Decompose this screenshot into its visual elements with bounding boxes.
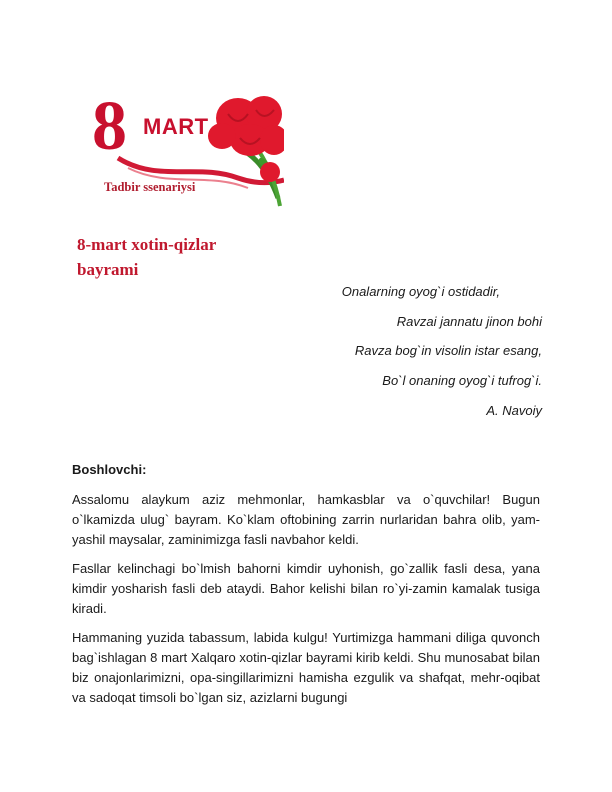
title-line-2: bayrami <box>77 260 139 279</box>
document-title <box>77 232 317 282</box>
poem-line: Ravza bog`in visolin istar esang, <box>354 343 542 358</box>
paragraph: Assalomu alaykum aziz mehmonlar, hamkasblar va o`quvchilar! Bugun o`lkamizda ulug` bayram. Ko`klam oftobining zarrin nurlaridan bahra olib, yam-yashil maysalar, zaminimizga fasli navbahor keldi. <box>72 492 540 547</box>
banner-word: MART <box>143 114 209 139</box>
title-line-1: 8-mart xotin-qizlar <box>77 235 217 254</box>
banner-subtitle: Tadbir ssenariysi <box>104 180 196 194</box>
poem-line: Onalarning oyog`i ostidadir, <box>341 284 500 299</box>
paragraph: Hammaning yuzida tabassum, labida kulgu! Yurtimizga hammani diliga quvonch bag`ishlagan 8 mart Xalqaro xotin-qizlar bayrami kirib keldi. Shu munosabat bilan biz onajonlarimizni, opa-singillarimizni hamisha ezgulik va shafqat, mehr-oqibat va sadoqat timsoli bo`lgan siz, azizlarni bugungi <box>72 630 540 705</box>
poem-line: Bo`l onaning oyog`i tufrog`i. <box>382 373 542 388</box>
banner-image <box>88 88 284 208</box>
poem-line: Ravzai jannatu jinon bohi <box>396 314 542 329</box>
paragraph: Fasllar kelinchagi bo`lmish bahorni kimdir uyhonish, go`zallik fasli desa, yana kimdir yosharish fasli deb ataydi. Bahor kelishi bilan ro`yi-zamin kamalak tusiga kiradi. <box>72 561 540 616</box>
poem-author: A. Navoiy <box>486 403 542 418</box>
speaker-label: Boshlovchi: <box>72 462 147 477</box>
banner-number: 8 <box>92 88 127 165</box>
